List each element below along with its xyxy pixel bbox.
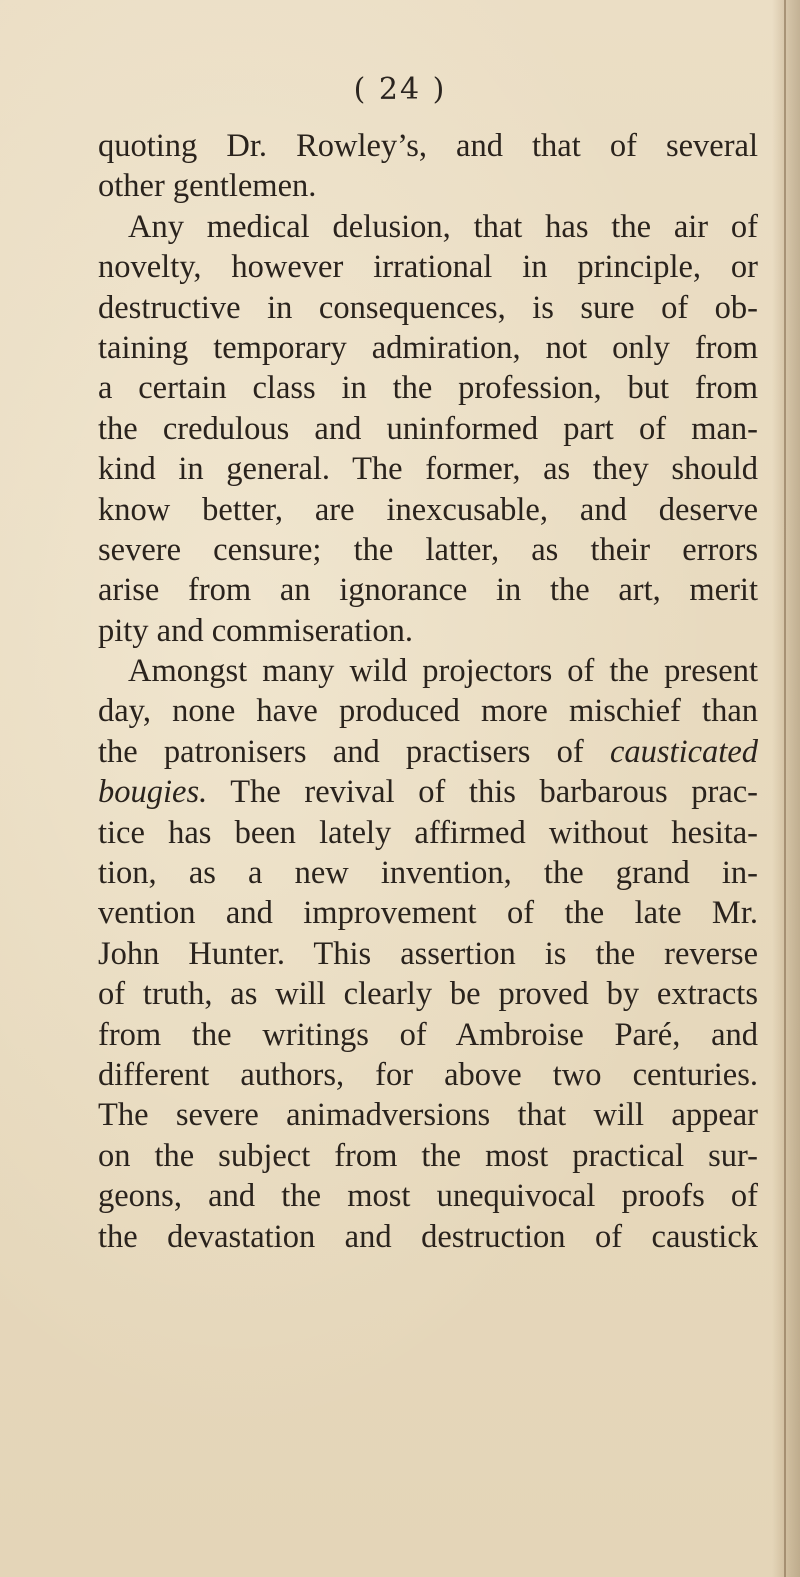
- page-number: ( 24 ): [353, 72, 447, 107]
- text-line-13: pity and commiseration.: [98, 612, 414, 649]
- page-edge-line: [784, 0, 786, 1577]
- text-line-28: the devastation and destruction of caustick: [98, 1218, 758, 1255]
- text-line-20: vention and improvement of the late Mr.: [98, 895, 758, 932]
- text-line-22: of truth, as will clearly be proved by extracts: [98, 976, 758, 1013]
- text-line-8: the credulous and uninformed part of man-: [98, 410, 758, 447]
- text-line-9: kind in general. The former, as they should: [98, 451, 758, 488]
- text-line-17-roman: The revival of this barbarous prac-: [207, 774, 758, 811]
- text-line-25: The severe animadversions that will appear: [98, 1097, 758, 1134]
- text-line-1: quoting Dr. Rowley’s, and that of several: [98, 128, 758, 164]
- text-line-6: taining temporary admiration, not only from: [98, 329, 758, 366]
- body-text: [98, 126, 758, 1257]
- text-line-7: a certain class in the profession, but from: [98, 370, 758, 407]
- text-line-24: different authors, for above two centuries.: [98, 1056, 758, 1093]
- text-line-14: Amongst many wild projectors of the present: [128, 653, 758, 690]
- text-line-16: [98, 732, 758, 772]
- italic-term-bougies: bougies.: [98, 774, 208, 811]
- text-line-27: geons, and the most unequivocal proofs of: [98, 1178, 758, 1215]
- text-line-19: tion, as a new invention, the grand in-: [98, 855, 758, 892]
- text-line-4: novelty, however irrational in principle, or: [98, 249, 758, 286]
- italic-term-causticated: causticated: [609, 733, 758, 770]
- text-line-10: know better, are inexcusable, and deserve: [98, 491, 758, 528]
- text-line-2: other gentlemen.: [98, 168, 317, 205]
- text-line-5: destructive in consequences, is sure of ob-: [98, 289, 758, 326]
- text-line-3: Any medical delusion, that has the air of: [128, 208, 758, 245]
- text-line-15: day, none have produced more mischief than: [98, 693, 758, 730]
- text-line-21: John Hunter. This assertion is the reverse: [98, 935, 758, 972]
- page-edge-shadow: [772, 0, 800, 1577]
- text-line-11: severe censure; the latter, as their errors: [98, 531, 758, 568]
- text-line-17: [98, 772, 758, 812]
- text-line-18: tice has been lately affirmed without hesita-: [98, 814, 758, 851]
- text-line-16-roman: the patronisers and practisers of: [98, 733, 610, 770]
- text-line-23: from the writings of Ambroise Paré, and: [98, 1016, 758, 1053]
- text-line-26: on the subject from the most practical sur-: [98, 1137, 758, 1174]
- text-line-12: arise from an ignorance in the art, merit: [98, 572, 758, 609]
